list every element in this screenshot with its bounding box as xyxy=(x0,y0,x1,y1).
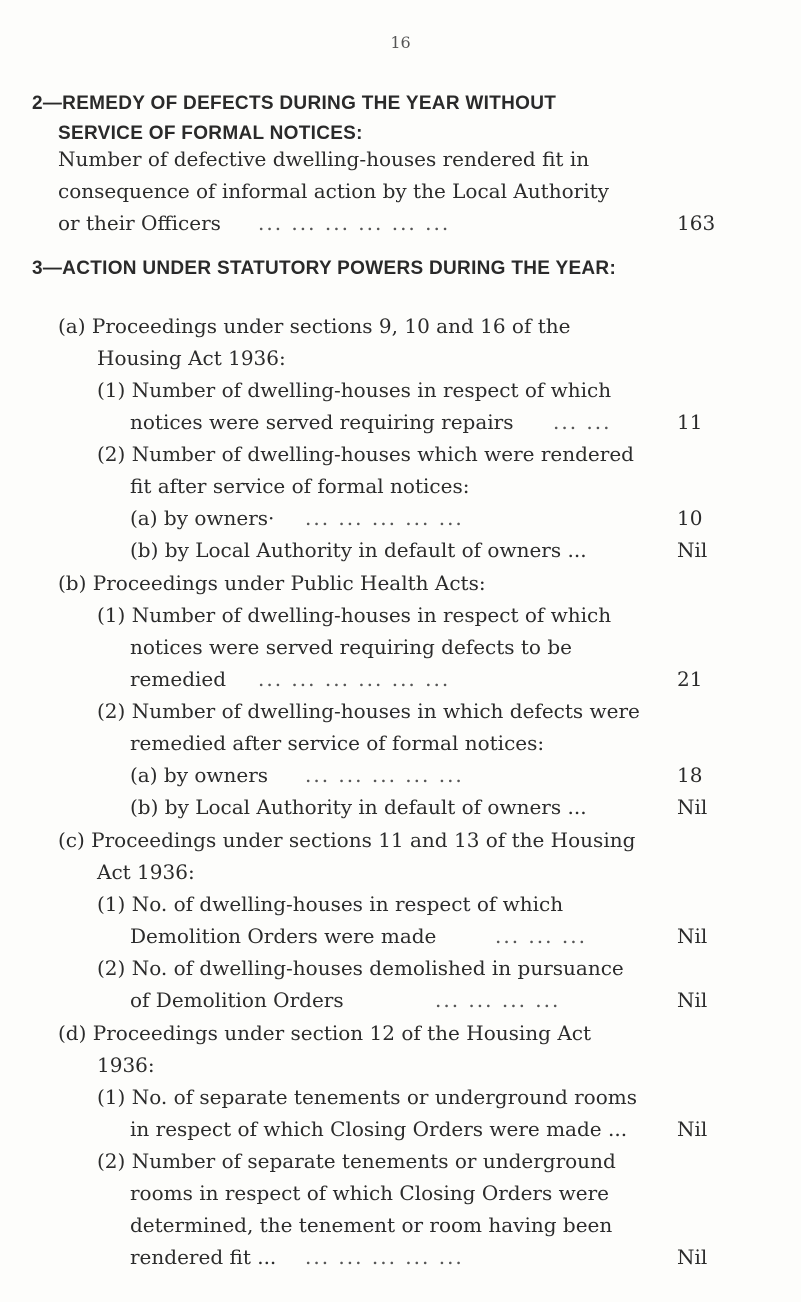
section-3a-item2-line1: (2) Number of dwelling-houses which were rendered xyxy=(97,442,634,466)
section-3d-item2-line4: rendered fit ... xyxy=(130,1245,277,1269)
page-number: 16 xyxy=(390,33,411,52)
section-3d-item1-value: Nil xyxy=(677,1117,708,1141)
section-3c-item2-line2: of Demolition Orders xyxy=(130,988,344,1012)
section-3b-by-owners-label: (a) by owners xyxy=(130,763,269,787)
section-3a-line1: (a) Proceedings under sections 9, 10 and 16 of the xyxy=(58,314,571,338)
section-3b-item1-line3: remedied xyxy=(130,667,227,691)
section-3a-item1-line1: (1) Number of dwelling-houses in respect of which xyxy=(97,378,612,402)
section-2-heading xyxy=(32,89,752,149)
section-3a-by-la-value: Nil xyxy=(677,538,708,562)
section-3c-item1-line2: Demolition Orders were made xyxy=(130,924,437,948)
section-3d-line2: 1936: xyxy=(97,1053,155,1077)
leader-dots: ... ... ... ... xyxy=(435,988,561,1012)
section-3d-item2-line3: determined, the tenement or room having been xyxy=(130,1213,613,1237)
section-3d-item1-line1: (1) No. of separate tenements or underground rooms xyxy=(97,1085,637,1109)
section-3a-item1-value: 11 xyxy=(677,410,703,434)
section-2-heading-line1: 2—REMEDY OF DEFECTS DURING THE YEAR WITHOUT xyxy=(32,93,557,114)
leader-dots: ... ... ... ... ... xyxy=(305,1245,464,1269)
leader-dots: ... ... ... ... ... ... xyxy=(258,667,451,691)
section-3c-line2: Act 1936: xyxy=(97,860,195,884)
section-3b-by-owners-value: 18 xyxy=(677,763,703,787)
section-3d-line1: (d) Proceedings under section 12 of the Housing Act xyxy=(58,1021,591,1045)
section-2-text-line3 xyxy=(58,207,221,239)
section-3b-by-la-value: Nil xyxy=(677,795,708,819)
section-3d-item2-value: Nil xyxy=(677,1245,708,1269)
section-3b-item2-line1: (2) Number of dwelling-houses in which defects were xyxy=(97,699,640,723)
section-3a-item2-line2: fit after service of formal notices: xyxy=(130,474,470,498)
section-3b-item1-value: 21 xyxy=(677,667,703,691)
section-3c-item2-value: Nil xyxy=(677,988,708,1012)
section-2-heading-line2: SERVICE OF FORMAL NOTICES: xyxy=(58,123,363,144)
section-3d-item2-line2: rooms in respect of which Closing Orders were xyxy=(130,1181,609,1205)
section-3d-item2-line1: (2) Number of separate tenements or underground xyxy=(97,1149,616,1173)
leader-dots: ... ... ... ... ... ... xyxy=(258,211,451,235)
section-2-officers-label: or their Officers xyxy=(58,211,221,235)
section-3c-line1: (c) Proceedings under sections 11 and 13 of the Housing xyxy=(58,828,636,852)
section-3c-item1-value: Nil xyxy=(677,924,708,948)
section-3a-by-owners-value: 10 xyxy=(677,506,703,530)
section-3b-item1-line2: notices were served requiring defects to be xyxy=(130,635,572,659)
section-3b-item1-line1: (1) Number of dwelling-houses in respect of which xyxy=(97,603,612,627)
section-3a-item1-line2: notices were served requiring repairs xyxy=(130,410,514,434)
section-3c-item1-line1: (1) No. of dwelling-houses in respect of which xyxy=(97,892,564,916)
section-3b-item2-line2: remedied after service of formal notices: xyxy=(130,731,545,755)
leader-dots: ... ... xyxy=(553,410,612,434)
leader-dots: ... ... ... ... ... xyxy=(305,763,464,787)
section-2-text-line2: consequence of informal action by the Local Authority xyxy=(58,179,609,203)
section-3d-item1-line2: in respect of which Closing Orders were made ... xyxy=(130,1117,628,1141)
leader-dots: ... ... ... ... ... xyxy=(305,506,464,530)
leader-dots: ... ... ... xyxy=(495,924,587,948)
section-2-text-line1: Number of defective dwelling-houses rendered fit in xyxy=(58,147,590,171)
section-3b-by-la-label: (b) by Local Authority in default of owners ... xyxy=(130,795,587,819)
section-2-value: 163 xyxy=(677,211,716,235)
section-3a-line2: Housing Act 1936: xyxy=(97,346,286,370)
section-3a-by-owners-label: (a) by owners· xyxy=(130,506,275,530)
section-3c-item2-line1: (2) No. of dwelling-houses demolished in pursuance xyxy=(97,956,624,980)
section-3-heading: 3—ACTION UNDER STATUTORY POWERS DURING THE YEAR: xyxy=(32,258,617,279)
section-3a-by-la-label: (b) by Local Authority in default of owners ... xyxy=(130,538,587,562)
section-3b-line1: (b) Proceedings under Public Health Acts: xyxy=(58,571,486,595)
